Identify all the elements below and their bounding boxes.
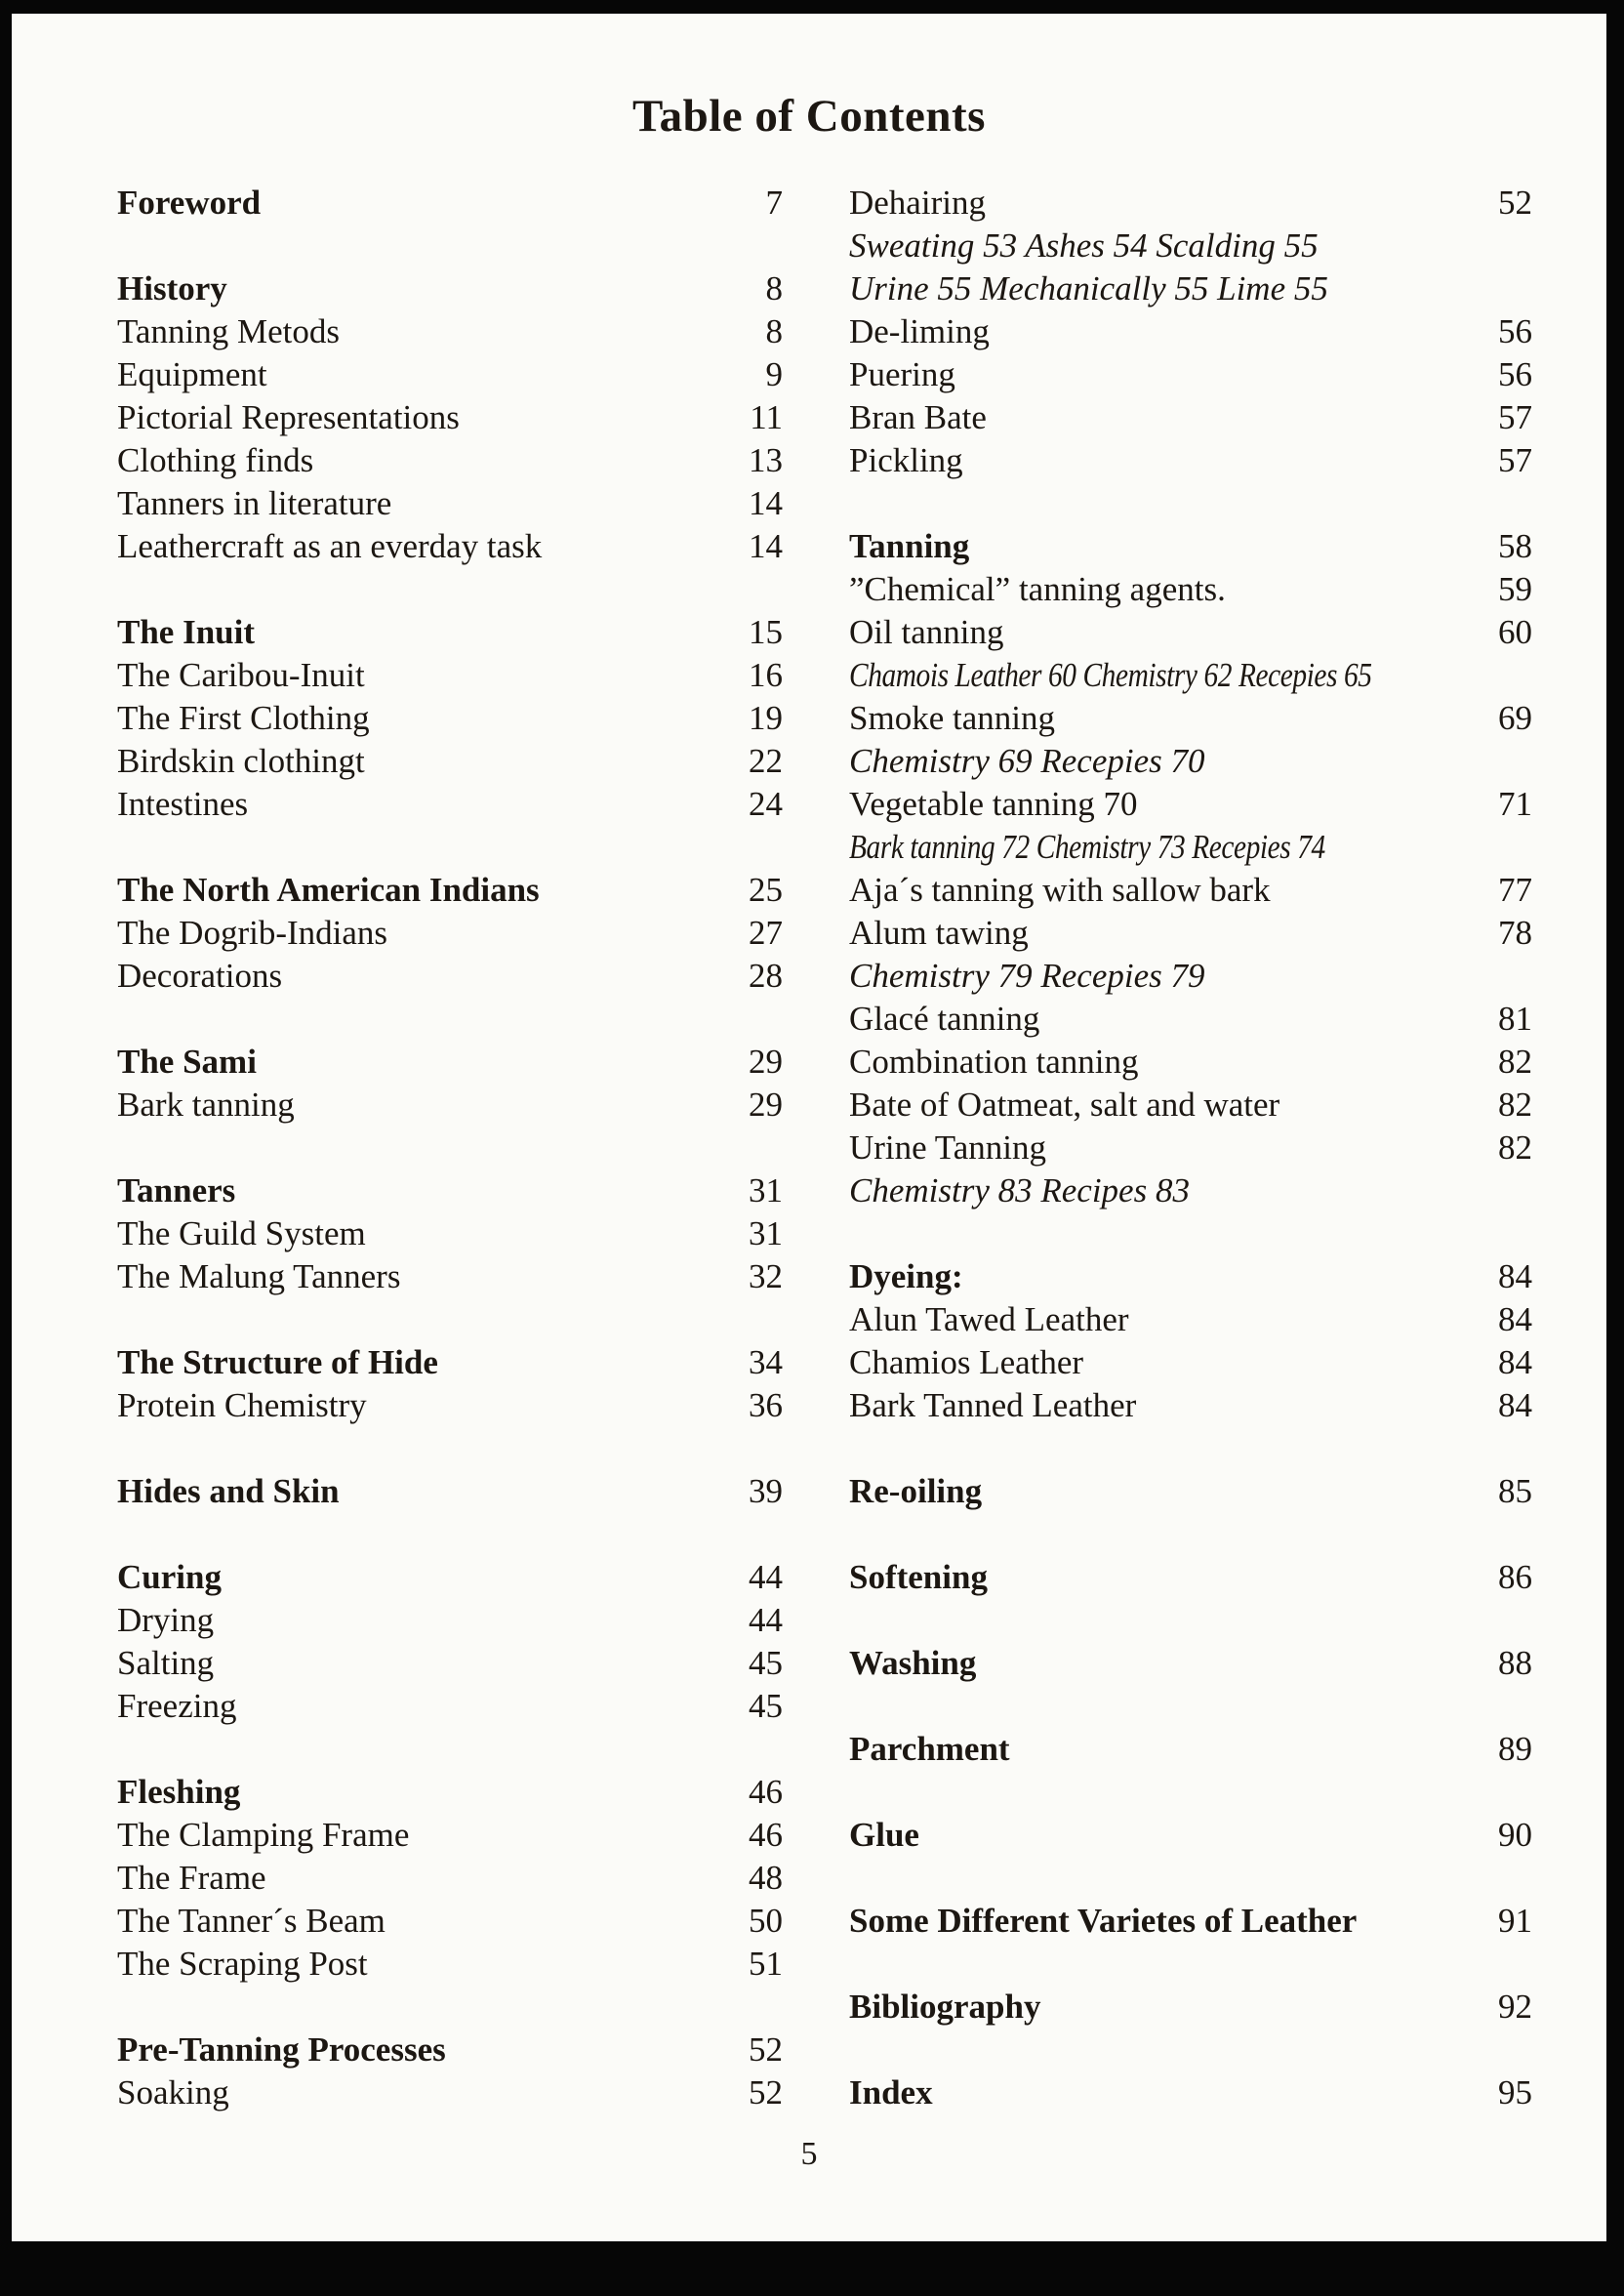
toc-entry	[117, 1642, 783, 1685]
toc-entry	[117, 1470, 783, 1513]
toc-entry	[849, 2071, 1532, 2114]
toc-entry-label: Smoke tanning	[849, 699, 1055, 737]
toc-entry-page-number: 34	[749, 1343, 783, 1381]
toc-right-column	[849, 182, 1532, 2114]
toc-entry	[117, 182, 783, 225]
toc-entry-label: Dehairing	[849, 184, 986, 222]
toc-entry	[849, 869, 1532, 912]
toc-entry-label: Oil tanning	[849, 613, 1004, 651]
toc-entry-page-number: 69	[1498, 699, 1532, 737]
toc-entry-label: Soaking	[117, 2073, 229, 2112]
toc-entry-label: Chemistry 83 Recipes 83	[849, 1171, 1190, 1210]
toc-entry-page-number: 7	[765, 184, 783, 222]
toc-entry-label: Urine Tanning	[849, 1128, 1047, 1167]
toc-entry-page-number: 84	[1498, 1257, 1532, 1295]
toc-entry	[117, 611, 783, 654]
toc-entry-page-number: 52	[749, 2073, 783, 2112]
toc-entry-label: Urine 55 Mechanically 55 Lime 55	[849, 269, 1328, 308]
toc-entry	[849, 310, 1532, 353]
toc-entry	[117, 1084, 783, 1127]
toc-entry	[117, 1556, 783, 1599]
toc-entry-label: The Inuit	[117, 613, 256, 651]
toc-entry	[117, 955, 783, 998]
toc-entry-label: Clothing finds	[117, 441, 314, 479]
toc-entry-page-number: 59	[1498, 570, 1532, 608]
toc-section-gap	[849, 1857, 1532, 1900]
toc-entry-label: The Dogrib-Indians	[117, 914, 388, 952]
toc-entry-page-number: 56	[1498, 312, 1532, 350]
toc-entry-label: Puering	[849, 355, 955, 393]
toc-entry-label: Re-oiling	[849, 1472, 983, 1510]
toc-section-gap	[849, 1212, 1532, 1255]
toc-entry	[117, 267, 783, 310]
toc-entry-label: Hides and Skin	[117, 1472, 340, 1510]
toc-entry	[117, 1169, 783, 1212]
toc-section-gap	[849, 1685, 1532, 1728]
toc-entry-page-number: 14	[749, 527, 783, 565]
toc-entry	[849, 1127, 1532, 1169]
toc-entry-page-number: 56	[1498, 355, 1532, 393]
toc-entry-page-number: 82	[1498, 1086, 1532, 1124]
toc-entry	[849, 783, 1532, 826]
toc-entry-page-number: 32	[749, 1257, 783, 1295]
toc-entry	[117, 1685, 783, 1728]
toc-entry-label: Protein Chemistry	[117, 1386, 367, 1424]
toc-entry	[117, 1341, 783, 1384]
toc-section-gap	[117, 1298, 783, 1341]
toc-entry-page-number: 57	[1498, 398, 1532, 436]
toc-entry	[849, 1255, 1532, 1298]
toc-entry-page-number: 46	[749, 1816, 783, 1854]
toc-entry	[849, 353, 1532, 396]
toc-entry-page-number: 29	[749, 1043, 783, 1081]
toc-entry	[849, 1041, 1532, 1084]
toc-entry-page-number: 15	[749, 613, 783, 651]
toc-section-gap	[117, 568, 783, 611]
toc-entry	[849, 225, 1532, 267]
toc-entry-page-number: 9	[765, 355, 783, 393]
toc-entry-page-number: 25	[749, 871, 783, 909]
toc-entry	[849, 1384, 1532, 1427]
toc-entry-label: The Malung Tanners	[117, 1257, 401, 1295]
toc-entry-page-number: 31	[749, 1214, 783, 1252]
toc-section-gap	[849, 1427, 1532, 1470]
toc-entry-label: Index	[849, 2073, 933, 2112]
toc-entry-page-number: 52	[749, 2030, 783, 2069]
toc-entry	[849, 1169, 1532, 1212]
toc-entry-label: The Frame	[117, 1859, 266, 1897]
toc-entry	[117, 1384, 783, 1427]
toc-entry	[849, 1341, 1532, 1384]
toc-entry	[849, 654, 1532, 697]
toc-entry	[849, 1642, 1532, 1685]
toc-entry-label: Tanners	[117, 1171, 236, 1210]
toc-entry-page-number: 13	[749, 441, 783, 479]
toc-entry-page-number: 60	[1498, 613, 1532, 651]
toc-entry-page-number: 90	[1498, 1816, 1532, 1854]
toc-entry-label: Chemistry 79 Recepies 79	[849, 957, 1205, 995]
toc-entry-label: Bate of Oatmeat, salt and water	[849, 1086, 1280, 1124]
toc-entry	[849, 1728, 1532, 1771]
toc-entry	[117, 482, 783, 525]
toc-entry-label: Salting	[117, 1644, 215, 1682]
footer-page-number: 5	[800, 2136, 818, 2172]
toc-entry-label: Tanners in literature	[117, 484, 392, 522]
toc-entry-label: Drying	[117, 1601, 215, 1639]
toc-entry	[117, 740, 783, 783]
toc-entry	[849, 826, 1532, 869]
toc-entry-page-number: 85	[1498, 1472, 1532, 1510]
toc-entry-page-number: 44	[749, 1601, 783, 1639]
toc-entry	[117, 783, 783, 826]
toc-section-gap	[117, 1427, 783, 1470]
toc-entry-label: Equipment	[117, 355, 267, 393]
toc-entry-page-number: 82	[1498, 1128, 1532, 1167]
toc-entry	[117, 396, 783, 439]
toc-entry	[117, 1255, 783, 1298]
toc-entry-page-number: 22	[749, 742, 783, 780]
toc-entry	[117, 1943, 783, 1986]
toc-entry	[117, 654, 783, 697]
page-title: Table of Contents	[632, 91, 986, 142]
toc-entry-label: History	[117, 269, 227, 308]
toc-entry-label: Freezing	[117, 1687, 237, 1725]
toc-entry	[117, 1771, 783, 1814]
toc-entry-page-number: 58	[1498, 527, 1532, 565]
toc-entry-label: Pickling	[849, 441, 963, 479]
toc-entry-page-number: 31	[749, 1171, 783, 1210]
toc-entry-page-number: 92	[1498, 1988, 1532, 2026]
toc-entry-page-number: 24	[749, 785, 783, 823]
toc-entry-label: Aja´s tanning with sallow bark	[849, 871, 1271, 909]
toc-entry	[849, 998, 1532, 1041]
toc-entry	[849, 611, 1532, 654]
toc-entry-label: Bran Bate	[849, 398, 987, 436]
toc-entry-label: Birdskin clothingt	[117, 742, 365, 780]
toc-entry-page-number: 8	[765, 269, 783, 308]
toc-entry-label: Fleshing	[117, 1773, 241, 1811]
toc-entry-page-number: 57	[1498, 441, 1532, 479]
toc-entry-label: The Caribou-Inuit	[117, 656, 365, 694]
toc-entry-page-number: 11	[750, 398, 783, 436]
toc-entry	[849, 1986, 1532, 2029]
toc-entry	[117, 310, 783, 353]
toc-entry-page-number: 48	[749, 1859, 783, 1897]
toc-section-gap	[117, 225, 783, 267]
toc-entry-page-number: 71	[1498, 785, 1532, 823]
toc-entry	[117, 1900, 783, 1943]
toc-entry	[117, 525, 783, 568]
toc-entry-label: Alum tawing	[849, 914, 1029, 952]
toc-entry-label: Chemistry 69 Recepies 70	[849, 742, 1205, 780]
toc-entry	[117, 439, 783, 482]
toc-entry-label: Glue	[849, 1816, 919, 1854]
toc-entry-label: De-liming	[849, 312, 990, 350]
toc-entry	[849, 568, 1532, 611]
toc-section-gap	[117, 826, 783, 869]
toc-entry-page-number: 14	[749, 484, 783, 522]
toc-entry-page-number: 16	[749, 656, 783, 694]
toc-left-column	[117, 182, 783, 2114]
toc-entry	[849, 697, 1532, 740]
toc-section-gap	[849, 1943, 1532, 1986]
toc-entry	[117, 1212, 783, 1255]
toc-entry-page-number: 84	[1498, 1300, 1532, 1338]
toc-entry-label: Pre-Tanning Processes	[117, 2030, 446, 2069]
toc-section-gap	[849, 1599, 1532, 1642]
toc-entry-label: Intestines	[117, 785, 249, 823]
toc-entry	[117, 2029, 783, 2071]
toc-section-gap	[117, 1728, 783, 1771]
toc-section-gap	[117, 1127, 783, 1169]
toc-entry-page-number: 8	[765, 312, 783, 350]
toc-entry-page-number: 19	[749, 699, 783, 737]
toc-entry-page-number: 27	[749, 914, 783, 952]
toc-entry	[117, 697, 783, 740]
toc-entry-label: Sweating 53 Ashes 54 Scalding 55	[849, 226, 1319, 265]
toc-entry-label: Dyeing:	[849, 1257, 963, 1295]
toc-entry-page-number: 29	[749, 1086, 783, 1124]
toc-entry-page-number: 44	[749, 1558, 783, 1596]
toc-entry-label: The First Clothing	[117, 699, 370, 737]
toc-entry-label: Combination tanning	[849, 1043, 1139, 1081]
toc-entry-label: The Tanner´s Beam	[117, 1902, 386, 1940]
toc-section-gap	[849, 2029, 1532, 2071]
toc-entry	[849, 525, 1532, 568]
toc-entry	[117, 1814, 783, 1857]
toc-entry-page-number: 89	[1498, 1730, 1532, 1768]
toc-entry	[849, 955, 1532, 998]
toc-entry	[849, 1084, 1532, 1127]
toc-entry	[849, 1900, 1532, 1943]
toc-section-gap	[849, 1771, 1532, 1814]
toc-entry-page-number: 28	[749, 957, 783, 995]
toc-entry	[849, 1814, 1532, 1857]
toc-entry-label: ”Chemical” tanning agents.	[849, 570, 1226, 608]
toc-entry-label: Glacé tanning	[849, 1000, 1040, 1038]
toc-entry	[849, 267, 1532, 310]
toc-entry-label: Tanning Metods	[117, 312, 340, 350]
toc-entry	[117, 353, 783, 396]
toc-entry-label: Some Different Varietes of Leather	[849, 1902, 1358, 1940]
toc-section-gap	[117, 1986, 783, 2029]
toc-entry-label: Chamois Leather 60 Chemistry 62 Recepies 65	[849, 656, 1372, 694]
toc-entry-page-number: 77	[1498, 871, 1532, 909]
toc-entry	[849, 182, 1532, 225]
toc-entry-label: Vegetable tanning 70	[849, 785, 1138, 823]
toc-entry-label: Decorations	[117, 957, 283, 995]
toc-entry-page-number: 84	[1498, 1386, 1532, 1424]
toc-entry	[117, 1857, 783, 1900]
toc-entry-label: The Scraping Post	[117, 1945, 368, 1983]
toc-entry-page-number: 81	[1498, 1000, 1532, 1038]
toc-entry	[849, 439, 1532, 482]
toc-entry-label: Leathercraft as an everday task	[117, 527, 543, 565]
toc-entry-page-number: 45	[749, 1687, 783, 1725]
book-page	[12, 14, 1606, 2241]
toc-entry-page-number: 46	[749, 1773, 783, 1811]
toc-entry-page-number: 86	[1498, 1558, 1532, 1596]
toc-entry-label: The Clamping Frame	[117, 1816, 410, 1854]
toc-entry-label: Foreword	[117, 184, 262, 222]
toc-entry-label: Parchment	[849, 1730, 1010, 1768]
toc-entry-page-number: 52	[1498, 184, 1532, 222]
toc-entry	[849, 1298, 1532, 1341]
toc-entry-label: The Guild System	[117, 1214, 366, 1252]
toc-entry	[849, 396, 1532, 439]
toc-entry	[849, 912, 1532, 955]
toc-entry-page-number: 51	[749, 1945, 783, 1983]
toc-entry-label: The Sami	[117, 1043, 257, 1081]
toc-entry-page-number: 82	[1498, 1043, 1532, 1081]
toc-entry-page-number: 36	[749, 1386, 783, 1424]
toc-entry-label: Bibliography	[849, 1988, 1041, 2026]
toc-entry	[117, 2071, 783, 2114]
toc-entry-label: Chamios Leather	[849, 1343, 1084, 1381]
toc-entry-label: Pictorial Representations	[117, 398, 460, 436]
toc-entry-label: Softening	[849, 1558, 988, 1596]
toc-entry-label: Tanning	[849, 527, 970, 565]
toc-entry	[849, 740, 1532, 783]
toc-entry	[117, 869, 783, 912]
toc-entry-label: Bark tanning	[117, 1086, 295, 1124]
toc-section-gap	[117, 998, 783, 1041]
toc-entry	[117, 1599, 783, 1642]
toc-entry-label: The Structure of Hide	[117, 1343, 438, 1381]
toc-entry-page-number: 84	[1498, 1343, 1532, 1381]
toc-entry-page-number: 95	[1498, 2073, 1532, 2112]
toc-entry-label: The North American Indians	[117, 871, 540, 909]
toc-entry-page-number: 91	[1498, 1902, 1532, 1940]
toc-entry-page-number: 78	[1498, 914, 1532, 952]
toc-entry-label: Washing	[849, 1644, 977, 1682]
toc-entry-label: Curing	[117, 1558, 222, 1596]
toc-section-gap	[849, 1513, 1532, 1556]
toc-entry	[117, 1041, 783, 1084]
toc-entry	[849, 1470, 1532, 1513]
toc-entry-label: Alun Tawed Leather	[849, 1300, 1129, 1338]
toc-section-gap	[117, 1513, 783, 1556]
toc-entry-label: Bark Tanned Leather	[849, 1386, 1137, 1424]
toc-entry-page-number: 88	[1498, 1644, 1532, 1682]
toc-entry-page-number: 39	[749, 1472, 783, 1510]
toc-section-gap	[849, 482, 1532, 525]
toc-entry-page-number: 45	[749, 1644, 783, 1682]
toc-entry	[849, 1556, 1532, 1599]
toc-entry	[117, 912, 783, 955]
toc-entry-label: Bark tanning 72 Chemistry 73 Recepies 74	[849, 828, 1325, 866]
toc-entry-page-number: 50	[749, 1902, 783, 1940]
